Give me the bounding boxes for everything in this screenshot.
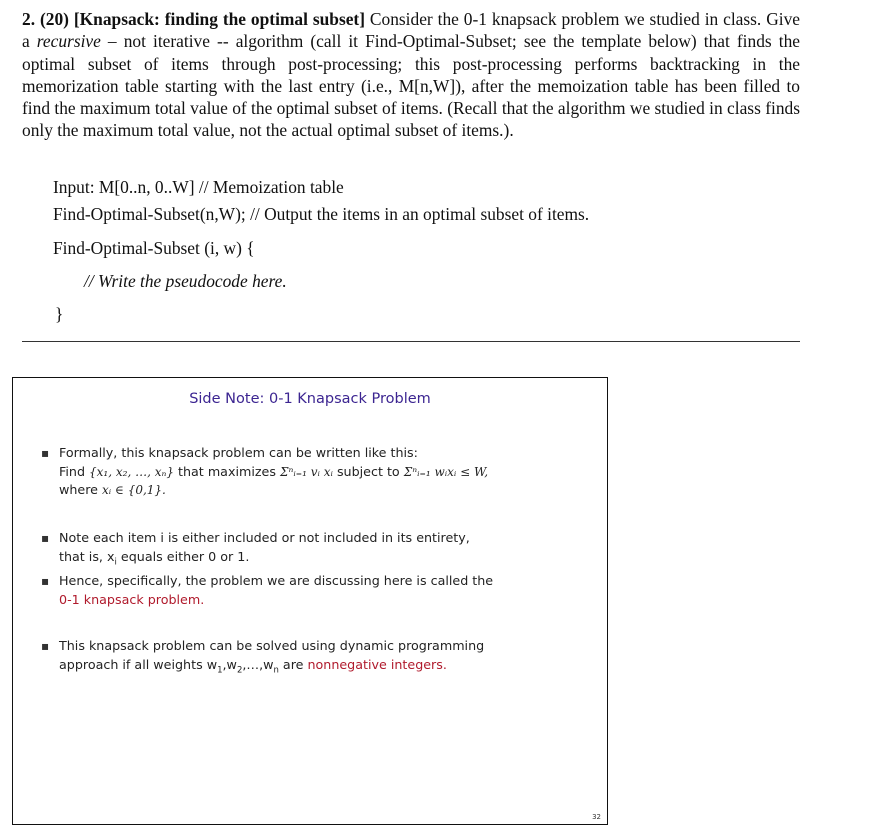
slide-bullet-dp bbox=[41, 637, 485, 680]
problem-paragraph bbox=[22, 8, 800, 142]
template-comment-line: // Write the pseudocode here. bbox=[84, 271, 287, 291]
template-call-line: Find-Optimal-Subset(n,W); // Output the items in an optimal subset of items. bbox=[53, 204, 590, 224]
slide-bullet-inclusion bbox=[41, 529, 470, 572]
template-input-line: Input: M[0..n, 0..W] // Memoization table bbox=[53, 177, 344, 197]
bullet-square-icon: ▪ bbox=[41, 446, 50, 460]
template-close-brace: } bbox=[55, 304, 64, 324]
problem-text-1: Consider the 0-1 knapsack problem we studied in class. Give a bbox=[22, 9, 800, 52]
side-note-slide bbox=[12, 377, 608, 825]
bullet-line: approach if all weights $w_1,w_2,\dots,w_n$ are nonnegative integers. bbox=[59, 656, 447, 676]
template-function-line: Find-Optimal-Subset (i, w) { bbox=[53, 238, 255, 258]
bullet-line: Hence, specifically, the problem we are discussing here is called the bbox=[59, 573, 494, 588]
slide-page-number: 32 bbox=[592, 813, 601, 821]
bullet-line: This knapsack problem can be solved using dynamic programming bbox=[59, 638, 485, 653]
bullet-line: Formally, this knapsack problem can be written like this: bbox=[59, 445, 418, 460]
problem-statement bbox=[22, 8, 800, 142]
math-set: {x₁, x₂, …, xₙ} bbox=[89, 464, 174, 479]
math-domain: xᵢ ∈ {0,1}. bbox=[102, 483, 166, 498]
bullet-square-icon: ▪ bbox=[41, 639, 50, 653]
problem-heading: 2. (20) [Knapsack: finding the optimal subset] bbox=[22, 9, 366, 29]
horizontal-divider bbox=[22, 341, 800, 342]
math-objective: Σⁿᵢ₌₁ vᵢ xᵢ bbox=[279, 464, 333, 479]
bullet-square-icon: ▪ bbox=[41, 531, 50, 545]
bullet-square-icon: ▪ bbox=[41, 574, 50, 588]
bullet-line: Find {x₁, x₂, …, xₙ} that maximizes Σⁿᵢ₌₁ vᵢ xᵢ subject to Σⁿᵢ₌₁ wᵢxᵢ ≤ W, bbox=[59, 463, 489, 479]
problem-text-2: – not iterative -- algorithm (call it Find-Optimal-Subset; see the template below) that finds the optimal subset of items through post-processing; this post-processing performs backtracking in the memorization table starting with the last entry (i.e., M[n,W]), after the memoization table has been filled to find the maximum total value of the optimal subset of items. (Recall that the algorithm we studied in class finds only the maximum total value, not the actual optimal subset of items.). bbox=[22, 31, 800, 141]
bullet-line: where xᵢ ∈ {0,1}. bbox=[59, 482, 166, 498]
problem-emphasis: recursive bbox=[36, 31, 101, 52]
slide-title: Side Note: 0-1 Knapsack Problem bbox=[189, 391, 431, 407]
bullet-line: that is, $x_i$ equals either 0 or 1. bbox=[59, 548, 250, 568]
bullet-line: Note each item i is either included or not included in its entirety, bbox=[59, 530, 470, 545]
bullet-line: 0-1 knapsack problem. bbox=[59, 591, 205, 607]
math-constraint: Σⁿᵢ₌₁ wᵢxᵢ ≤ W, bbox=[403, 464, 489, 479]
slide-bullet-formal bbox=[41, 444, 489, 500]
slide-bullet-name bbox=[41, 572, 494, 609]
